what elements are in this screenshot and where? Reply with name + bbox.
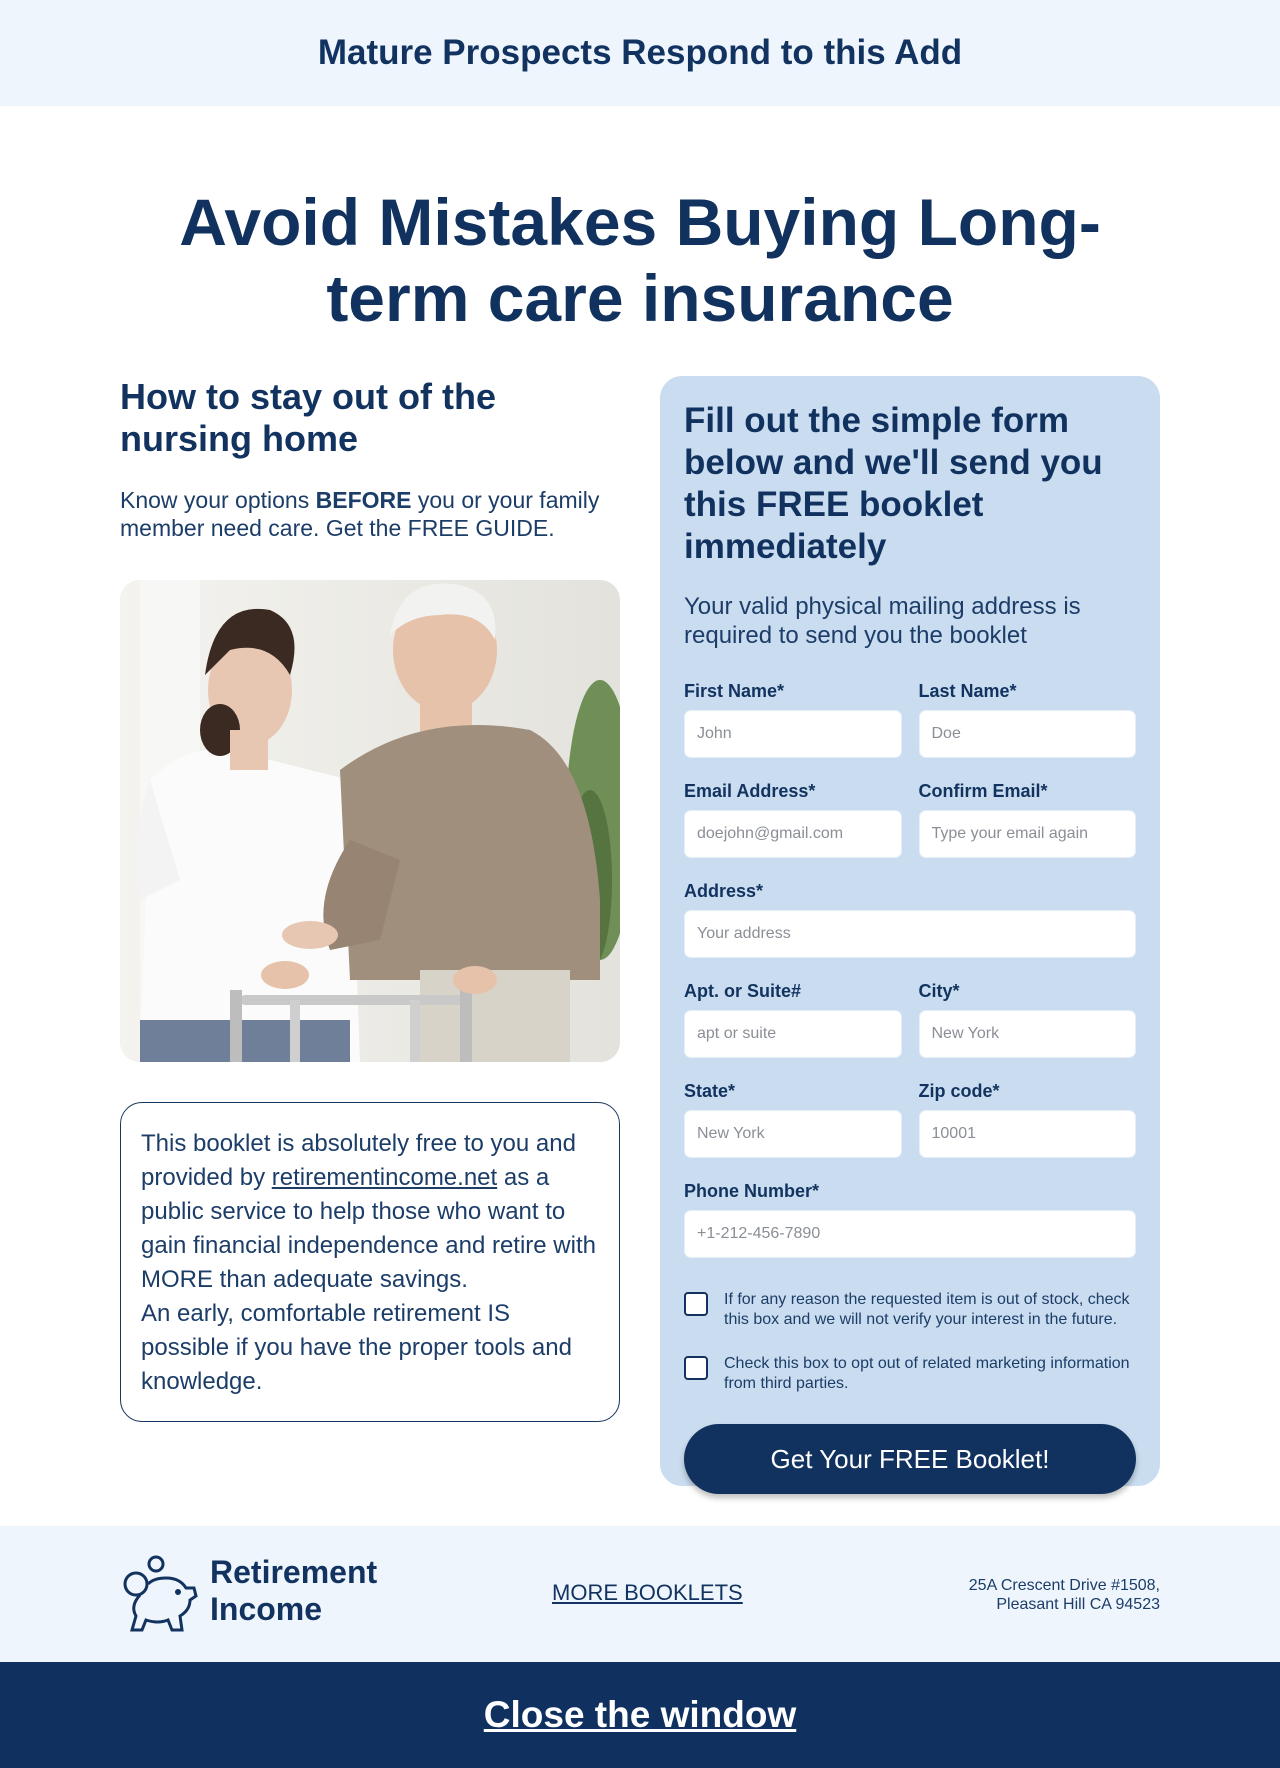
address-field[interactable] <box>684 910 1136 958</box>
confirm-email-field[interactable] <box>919 810 1137 858</box>
form-subtext: Your valid physical mailing address is required to send you the booklet <box>684 593 1081 649</box>
first-name-field[interactable] <box>684 710 902 758</box>
zip-group <box>919 1080 1137 1158</box>
first-name-label: First Name* <box>684 681 785 701</box>
out-of-stock-label: If for any reason the requested item is out of stock, check this box and we will not verify your interest in the future. <box>724 1291 1130 1328</box>
brand-name <box>210 1554 380 1628</box>
opt-out-checkbox[interactable] <box>684 1356 708 1380</box>
form-heading: Fill out the simple form below and we'll send you this FREE booklet immediately <box>684 401 1103 566</box>
phone-label: Phone Number* <box>684 1181 820 1201</box>
booklet-note <box>120 1102 620 1422</box>
last-name-group <box>919 680 1137 758</box>
brand-wordmark: Retirement Income <box>210 1554 378 1627</box>
booklet-form <box>660 376 1160 1486</box>
footer <box>0 1526 1280 1662</box>
phone-group <box>684 1180 1136 1258</box>
city-group <box>919 980 1137 1058</box>
zip-field[interactable] <box>919 1110 1137 1158</box>
page-title: Avoid Mistakes Buying Long-term care insurance <box>179 185 1101 335</box>
confirm-email-group <box>919 780 1137 858</box>
city-field[interactable] <box>919 1010 1137 1058</box>
section-heading: How to stay out of the nursing home <box>120 376 496 459</box>
intro-text <box>120 486 620 542</box>
state-field[interactable] <box>684 1110 902 1158</box>
last-name-label: Last Name* <box>918 681 1017 701</box>
banner-title: Mature Prospects Respond to this Add <box>317 33 963 72</box>
info-column <box>120 376 620 1395</box>
name-row <box>684 680 1136 758</box>
address-line-1: 25A Crescent Drive #1508, <box>968 1577 1160 1594</box>
zip-label: Zip code* <box>918 1081 1000 1101</box>
out-of-stock-option <box>684 1290 1136 1330</box>
out-of-stock-checkbox[interactable] <box>684 1292 708 1316</box>
email-row <box>684 780 1136 858</box>
apt-label: Apt. or Suite# <box>684 981 802 1001</box>
confirm-email-label: Confirm Email* <box>918 781 1048 801</box>
company-address <box>969 1576 1160 1614</box>
last-name-field[interactable] <box>919 710 1137 758</box>
more-booklets-link[interactable]: MORE BOOKLETS <box>552 1580 743 1605</box>
close-window-link[interactable]: Close the window <box>483 1694 797 1735</box>
retirementincome-link[interactable]: retirementincome.net <box>271 1164 498 1191</box>
email-field[interactable] <box>684 810 902 858</box>
address-group <box>684 880 1136 958</box>
state-group <box>684 1080 902 1158</box>
address-label: Address* <box>684 881 764 901</box>
first-name-group <box>684 680 902 758</box>
note-paragraph-2: An early, comfortable retirement IS possible if you have the proper tools and knowledge. <box>141 1300 572 1395</box>
caregiver-photo <box>120 580 620 1062</box>
intro-bold: BEFORE <box>315 487 412 513</box>
close-bar <box>0 1662 1280 1768</box>
email-label: Email Address* <box>684 781 816 801</box>
intro-text-part: Know your options <box>120 487 316 513</box>
state-zip-row <box>684 1080 1136 1158</box>
top-banner <box>0 0 1280 106</box>
apt-group <box>684 980 902 1058</box>
caregiver-illustration <box>120 580 620 1062</box>
piggy-bank-icon <box>120 1554 200 1634</box>
get-booklet-button[interactable]: Get Your FREE Booklet! <box>684 1424 1136 1494</box>
address-line-2: Pleasant Hill CA 94523 <box>996 1596 1160 1613</box>
note-text: as a public service to help those who want to gain financial independence and retire with MORE than adequate savings. <box>141 1164 596 1293</box>
intro-text-part: you or your family member need care. Get the FREE GUIDE. <box>120 487 600 541</box>
state-label: State* <box>684 1081 736 1101</box>
opt-out-label: Check this box to opt out of related marketing information from third parties. <box>724 1355 1130 1392</box>
opt-out-option <box>684 1354 1136 1394</box>
phone-field[interactable] <box>684 1210 1136 1258</box>
note-paragraph <box>141 1127 599 1297</box>
city-label: City* <box>918 981 960 1001</box>
email-group <box>684 780 902 858</box>
note-text: This booklet is absolutely free to you and provided by <box>141 1130 576 1191</box>
apt-city-row <box>684 980 1136 1058</box>
apt-field[interactable] <box>684 1010 902 1058</box>
